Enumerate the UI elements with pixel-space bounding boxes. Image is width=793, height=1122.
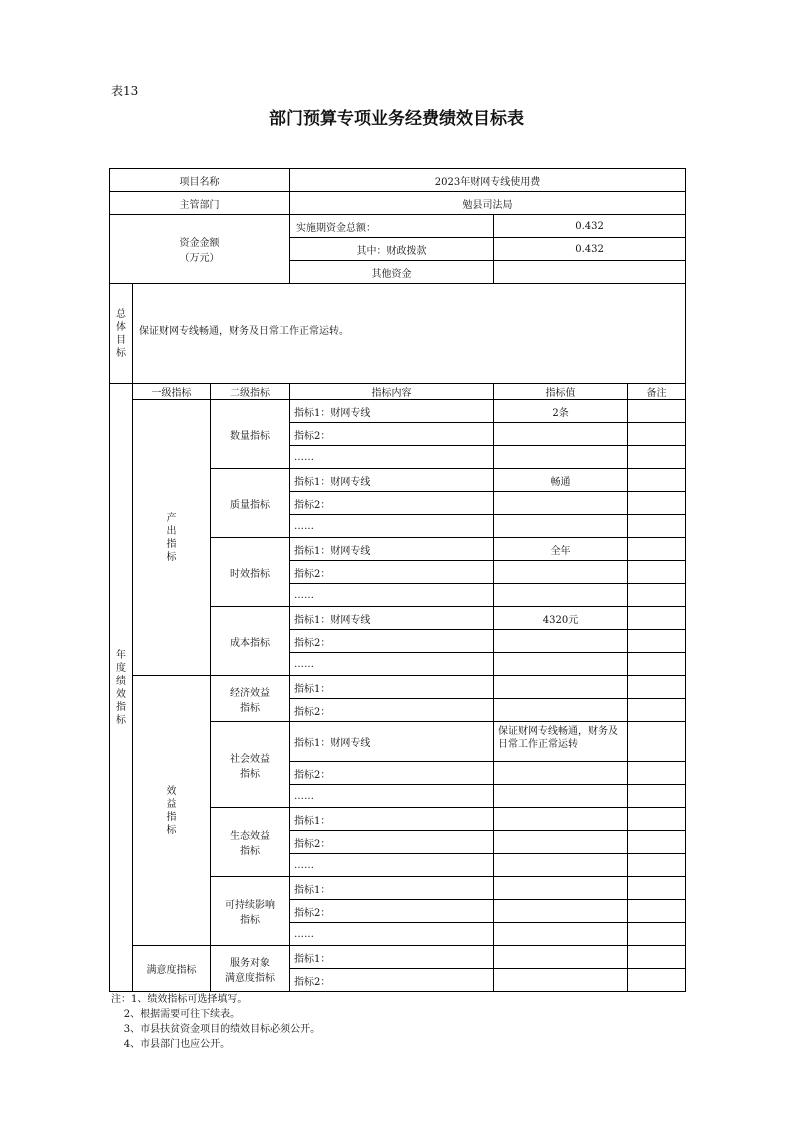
indicator-remark [628,676,686,699]
indicator-value [494,785,628,808]
indicator-value [494,699,628,722]
indicator-remark [628,423,686,446]
indicator-content: 指标1： [290,946,494,969]
overall-goal-text: 保证财网专线畅通，财务及日常工作正常运转。 [133,284,686,384]
indicator-content: 指标2： [290,699,494,722]
indicator-remark [628,877,686,900]
indicator-value: 2条 [494,400,628,423]
indicator-value [494,900,628,923]
service-satisfaction-label: 服务对象 满意度指标 [211,946,290,992]
indicator-value [494,561,628,584]
indicator-remark [628,515,686,538]
indicator-remark [628,785,686,808]
indicator-content: 指标1： [290,877,494,900]
quality-indicator-label: 质量指标 [211,469,290,538]
indicator-content: 指标2： [290,831,494,854]
economic-benefit-label: 经济效益 指标 [211,676,290,722]
indicator-remark [628,831,686,854]
fiscal-funds-value: 0.432 [494,238,686,261]
indicator-content: 指标2： [290,561,494,584]
indicator-remark [628,630,686,653]
indicator-content: 指标1：财网专线 [290,538,494,561]
indicator-content: 指标2： [290,630,494,653]
overall-goal-row [110,284,686,384]
indicator-remark [628,722,686,762]
footnote: 4、市县部门也应公开。 [111,1039,231,1050]
table-number-label: 表13 [111,84,139,98]
indicator-value: 保证财网专线畅通，财务及日常工作正常运转 [494,722,628,762]
indicator-content: 指标1： [290,676,494,699]
other-funds-value [494,261,686,284]
indicator-remark [628,969,686,992]
col-content: 指标内容 [290,384,494,400]
indicator-value [494,423,628,446]
indicator-remark [628,900,686,923]
indicator-value [494,969,628,992]
department-label: 主管部门 [110,192,290,215]
indicator-value [494,923,628,946]
indicator-remark [628,446,686,469]
indicator-content: 指标2： [290,969,494,992]
col-first-level: 一级指标 [133,384,211,400]
indicator-value [494,762,628,785]
cost-indicator-label: 成本指标 [211,607,290,676]
indicator-content: 指标1： [290,808,494,831]
indicator-remark [628,699,686,722]
indicator-value [494,630,628,653]
department-row [110,192,686,215]
indicator-value [494,877,628,900]
footnote: 2、根据需要可往下续表。 [111,1009,241,1020]
benefit-indicator-label: 效 益 指 标 [133,676,211,946]
indicator-remark [628,400,686,423]
indicator-content: …… [290,446,494,469]
indicator-value [494,446,628,469]
indicator-remark [628,492,686,515]
annual-performance-label: 年 度 绩 效 指 标 [110,384,133,992]
project-name-row [110,169,686,192]
quantity-indicator-label: 数量指标 [211,400,290,469]
indicator-value [494,515,628,538]
table-row [110,946,686,969]
page-title: 部门预算专项业务经费绩效目标表 [269,109,524,129]
indicator-remark [628,808,686,831]
project-name-label: 项目名称 [110,169,290,192]
indicator-remark [628,561,686,584]
indicator-content: 指标1：财网专线 [290,469,494,492]
social-benefit-label: 社会效益 指标 [211,722,290,808]
col-value: 指标值 [494,384,628,400]
output-indicator-label: 产 出 指 标 [133,400,211,676]
funds-unit: （万元） [179,253,220,264]
timeliness-indicator-label: 时效指标 [211,538,290,607]
ecological-benefit-label: 生态效益 指标 [211,808,290,877]
indicator-value [494,808,628,831]
col-second-level: 二级指标 [211,384,290,400]
total-funds-label: 实施期资金总额： [290,215,494,238]
funds-total-row [110,215,686,238]
indicator-content: 指标2： [290,423,494,446]
indicator-content: 指标2： [290,492,494,515]
indicator-value [494,653,628,676]
indicator-content: …… [290,785,494,808]
funds-label: 资金金额 [179,238,220,249]
indicator-remark [628,946,686,969]
indicator-content: 指标1：财网专线 [290,607,494,630]
other-funds-label: 其他资金 [290,261,494,284]
footnote: 3、市县扶贫资金项目的绩效目标必须公开。 [111,1024,321,1035]
indicator-value: 4320元 [494,607,628,630]
indicator-content: …… [290,653,494,676]
overall-goal-label: 总 体 目 标 [110,284,133,384]
indicator-remark [628,762,686,785]
indicator-content: 指标1：财网专线 [290,722,494,762]
indicator-content: …… [290,923,494,946]
footnotes [111,992,320,1052]
indicator-remark [628,854,686,877]
satisfaction-indicator-label: 满意度指标 [133,946,211,992]
indicator-value [494,676,628,699]
performance-target-table [109,168,686,992]
indicator-value: 畅通 [494,469,628,492]
indicator-content: …… [290,584,494,607]
sustainable-impact-label: 可持续影响 指标 [211,877,290,946]
indicator-value [494,584,628,607]
indicator-value [494,492,628,515]
column-header-row [110,384,686,400]
indicator-content: …… [290,515,494,538]
indicator-content: 指标2： [290,762,494,785]
indicator-content: …… [290,854,494,877]
indicator-value [494,854,628,877]
table-row [110,676,686,699]
indicator-remark [628,653,686,676]
table-row [110,400,686,423]
indicator-remark [628,538,686,561]
indicator-value [494,831,628,854]
indicator-remark [628,469,686,492]
total-funds-value: 0.432 [494,215,686,238]
fiscal-funds-label: 其中：财政拨款 [290,238,494,261]
col-remark: 备注 [628,384,686,400]
indicator-value: 全年 [494,538,628,561]
indicator-remark [628,607,686,630]
indicator-value [494,946,628,969]
indicator-content: 指标2： [290,900,494,923]
indicator-remark [628,584,686,607]
department-value: 勉县司法局 [290,192,686,215]
indicator-remark [628,923,686,946]
project-name-value: 2023年财网专线使用费 [290,169,686,192]
funds-label-cell [110,215,290,284]
footnote: 注：1、绩效指标可选择填写。 [111,994,248,1005]
indicator-content: 指标1：财网专线 [290,400,494,423]
